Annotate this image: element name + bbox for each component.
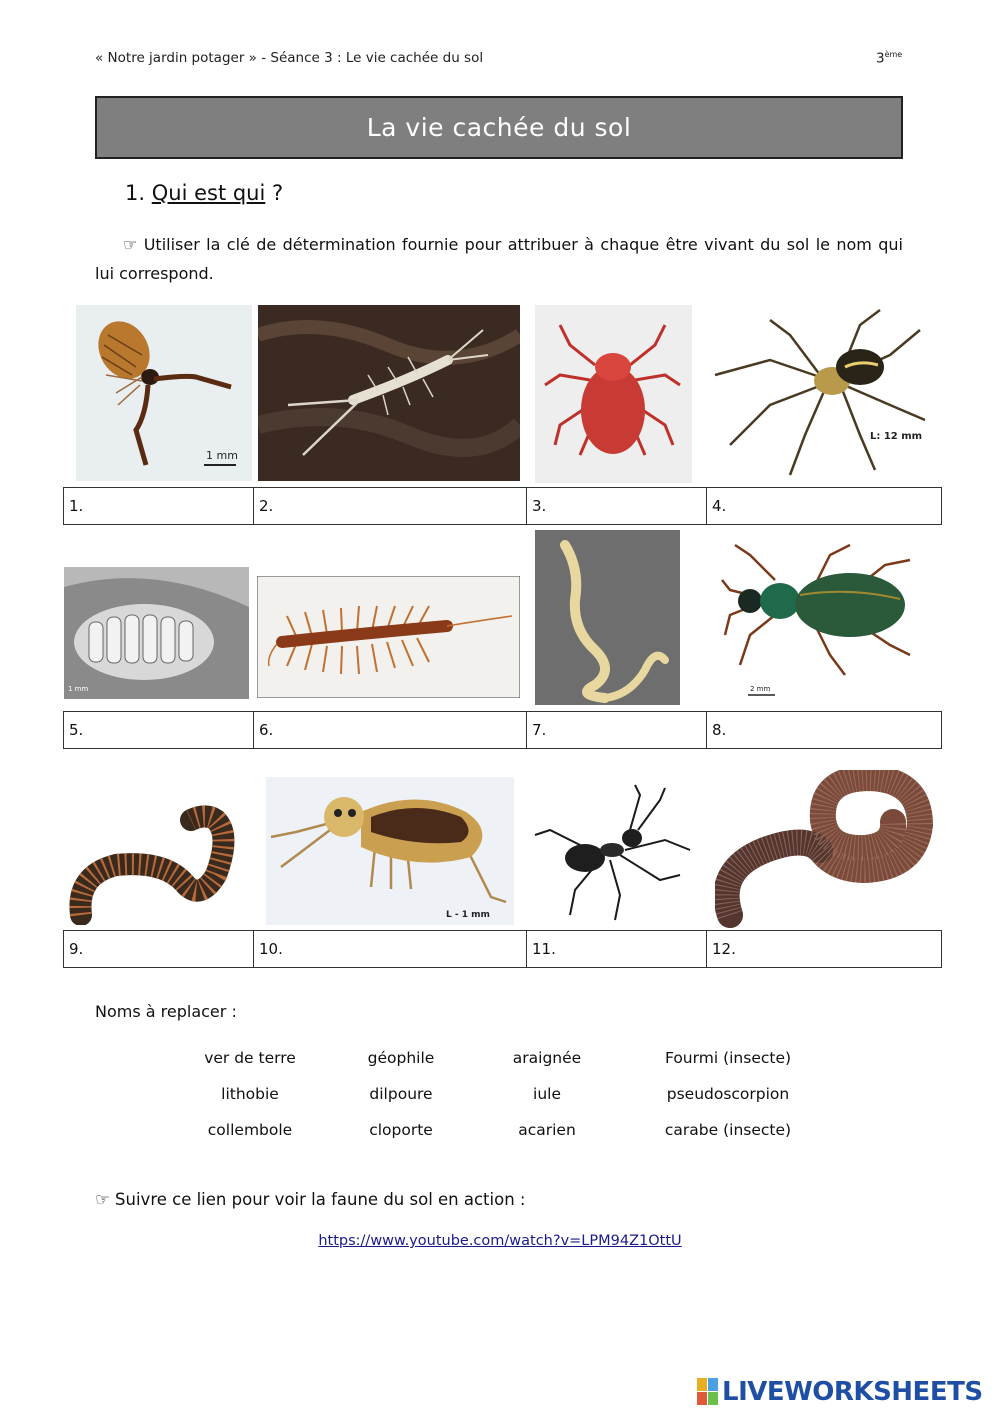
name-option: pseudoscorpion bbox=[666, 1085, 790, 1103]
answer-cell[interactable]: 8. bbox=[712, 721, 727, 739]
photo-woodlouse bbox=[64, 567, 249, 699]
answer-cell[interactable]: 4. bbox=[712, 497, 727, 515]
photo-ant bbox=[530, 780, 703, 925]
name-option: ver de terre bbox=[204, 1049, 296, 1067]
header-course-info: « Notre jardin potager » - Séance 3 : Le vie cachée du sol bbox=[95, 50, 484, 66]
name-option: dilpoure bbox=[369, 1085, 433, 1103]
answer-cell[interactable]: 9. bbox=[64, 931, 254, 967]
photo-dipluran bbox=[258, 305, 520, 481]
instruction-text: ☞ Utiliser la clé de détermination fournie pour attribuer à chaque être vivant du sol le nom qui lui correspond. bbox=[95, 235, 903, 283]
answer-cell[interactable]: 5. bbox=[64, 712, 254, 748]
section-heading-suffix: ? bbox=[265, 181, 284, 205]
answer-cell[interactable]: 2. bbox=[254, 488, 527, 524]
name-option: iule bbox=[533, 1085, 561, 1103]
scale-label-1: 1 mm bbox=[206, 449, 238, 462]
name-option: cloporte bbox=[369, 1121, 433, 1139]
follow-link-text: ☞ Suivre ce lien pour voir la faune du sol en action : bbox=[95, 1190, 526, 1209]
photo-lithobius bbox=[257, 576, 520, 698]
answer-cell[interactable]: 6. bbox=[254, 712, 527, 748]
liveworksheets-logo[interactable] bbox=[697, 1377, 983, 1407]
name-option: araignée bbox=[512, 1049, 582, 1067]
photo-spider bbox=[710, 305, 938, 481]
scale-label-8: 2 mm bbox=[750, 685, 771, 693]
name-option: géophile bbox=[367, 1049, 435, 1067]
photo-ground-beetle bbox=[720, 535, 920, 703]
brand-name: LIVEWORKSHEETS bbox=[722, 1377, 983, 1407]
header-grade bbox=[876, 50, 902, 67]
photo-pseudoscorpion bbox=[76, 305, 252, 481]
name-option: Fourmi (insecte) bbox=[664, 1049, 792, 1067]
section-heading-text: Qui est qui bbox=[151, 181, 266, 205]
photo-mite bbox=[535, 305, 692, 483]
answer-cell[interactable]: 12. bbox=[712, 940, 736, 958]
name-option: lithobie bbox=[221, 1085, 279, 1103]
name-option: carabe (insecte) bbox=[664, 1121, 792, 1139]
page-title-box bbox=[95, 96, 903, 159]
name-option: acarien bbox=[518, 1121, 576, 1139]
grade-suffix: ème bbox=[884, 50, 903, 59]
scale-label-10: L - 1 mm bbox=[446, 910, 490, 920]
answer-cell[interactable]: 7. bbox=[527, 712, 707, 748]
photo-millipede bbox=[66, 805, 251, 925]
liveworksheets-badge-icon bbox=[697, 1378, 719, 1406]
answer-row-2 bbox=[63, 711, 942, 749]
answer-row-3 bbox=[63, 930, 942, 968]
grade-number: 3 bbox=[876, 50, 885, 67]
answer-cell[interactable]: 3. bbox=[527, 488, 707, 524]
photo-earthworm bbox=[715, 770, 940, 928]
scale-label-5: 1 mm bbox=[68, 685, 89, 693]
answer-row-1 bbox=[63, 487, 942, 525]
answer-cell[interactable]: 10. bbox=[254, 931, 527, 967]
photo-geophilus bbox=[535, 530, 680, 705]
name-option: collembole bbox=[207, 1121, 293, 1139]
answer-cell[interactable]: 11. bbox=[527, 931, 707, 967]
photo-springtail bbox=[266, 777, 514, 925]
answer-cell[interactable]: 1. bbox=[64, 488, 254, 524]
section-number: 1. bbox=[125, 181, 146, 205]
page-title: La vie cachée du sol bbox=[366, 113, 632, 142]
section-heading bbox=[125, 181, 283, 205]
video-link-wrapper bbox=[0, 1233, 1000, 1249]
video-link[interactable]: https://www.youtube.com/watch?v=LPM94Z1OttU bbox=[318, 1233, 682, 1249]
names-label: Noms à replacer : bbox=[95, 1002, 237, 1021]
scale-label-4: L: 12 mm bbox=[870, 431, 923, 442]
